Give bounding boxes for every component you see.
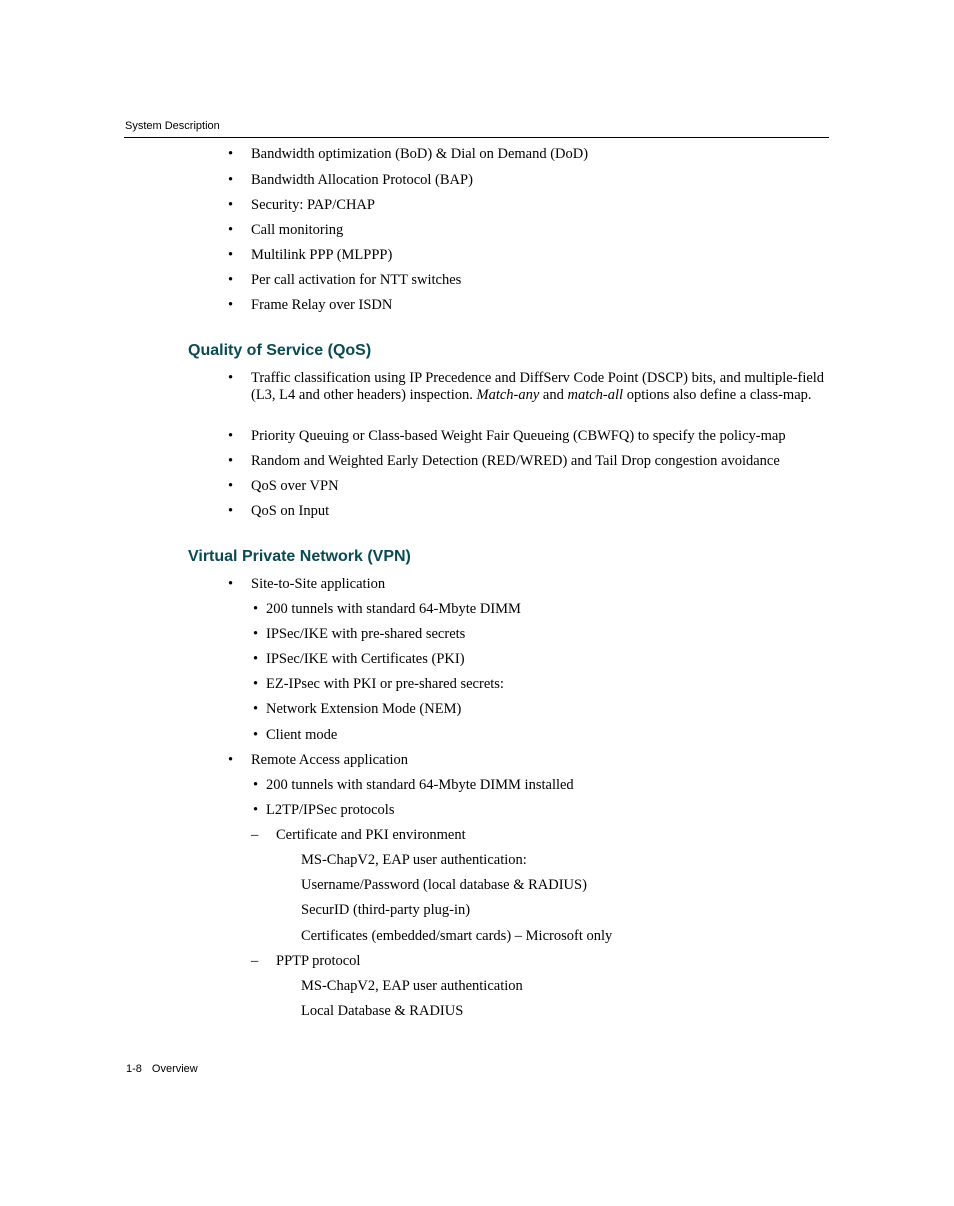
sub-list-item: IPSec/IKE with pre-shared secrets — [266, 626, 466, 642]
nested-list-item: Local Database & RADIUS — [301, 1003, 464, 1019]
bullet-marker: • — [228, 197, 234, 213]
emphasis-term: Match-any — [476, 386, 540, 403]
sub-list-item: 200 tunnels with standard 64-Mbyte DIMM — [266, 601, 521, 617]
item-text: options also define a class-map. — [623, 386, 812, 403]
bullet-marker: • — [228, 428, 234, 444]
sub-bullet-marker: • — [253, 676, 259, 692]
bullet-marker: • — [228, 576, 234, 592]
list-item: Frame Relay over ISDN — [251, 297, 393, 313]
chapter-name: Overview — [151, 1063, 198, 1075]
header-rule — [124, 137, 829, 138]
emphasis-term: match-all — [567, 386, 624, 403]
nested-list-item: MS-ChapV2, EAP user authentication: — [301, 852, 527, 868]
sub-bullet-marker: • — [253, 651, 259, 667]
dash-marker: – — [251, 827, 259, 843]
sub-list-item-pptp: PPTP protocol — [276, 953, 361, 969]
running-header: System Description — [125, 120, 220, 132]
list-item: Bandwidth optimization (BoD) & Dial on Demand (DoD) — [251, 146, 589, 162]
list-item: Multilink PPP (MLPPP) — [251, 247, 393, 263]
dash-marker: – — [251, 953, 259, 969]
sub-bullet-marker: • — [253, 802, 259, 818]
sub-bullet-marker: • — [253, 777, 259, 793]
page-number: 1-8 — [126, 1063, 142, 1075]
list-item-site-to-site: Site-to-Site application — [251, 576, 386, 592]
list-item: Priority Queuing or Class-based Weight Fair Queueing (CBWFQ) to specify the policy-map — [251, 428, 786, 444]
bullet-marker: • — [228, 478, 234, 494]
sub-bullet-marker: • — [253, 601, 259, 617]
sub-list-item: L2TP/IPSec protocols — [266, 802, 395, 818]
list-item — [251, 370, 831, 403]
list-item: Random and Weighted Early Detection (RED/WRED) and Tail Drop congestion avoidance — [251, 453, 780, 469]
list-item: Call monitoring — [251, 222, 344, 238]
page-footer — [126, 1063, 198, 1075]
bullet-marker: • — [228, 172, 234, 188]
bullet-marker: • — [228, 503, 234, 519]
nested-list-item: Username/Password (local database & RADIUS) — [301, 877, 587, 893]
sub-bullet-marker: • — [253, 701, 259, 717]
list-item: QoS over VPN — [251, 478, 339, 494]
bullet-marker: • — [228, 146, 234, 162]
sub-list-item-cert-env: Certificate and PKI environment — [276, 827, 466, 843]
bullet-marker: • — [228, 297, 234, 313]
item-text: Traffic classification using IP Precedence and DiffServ Code Point (DSCP) bits, and multiple-field (L3, L4 and other headers) inspection. — [251, 370, 825, 403]
sub-list-item: 200 tunnels with standard 64-Mbyte DIMM installed — [266, 777, 574, 793]
list-item: Security: PAP/CHAP — [251, 197, 375, 213]
sub-list-item: Client mode — [266, 727, 338, 743]
bullet-marker: • — [228, 222, 234, 238]
sub-bullet-marker: • — [253, 626, 259, 642]
sub-bullet-marker: • — [253, 727, 259, 743]
list-item: Per call activation for NTT switches — [251, 272, 462, 288]
section-heading-vpn: Virtual Private Network (VPN) — [188, 548, 411, 565]
nested-list-item: Certificates (embedded/smart cards) – Microsoft only — [301, 928, 613, 944]
bullet-marker: • — [228, 453, 234, 469]
bullet-marker: • — [228, 247, 234, 263]
section-heading-qos: Quality of Service (QoS) — [188, 342, 372, 359]
list-item: QoS on Input — [251, 503, 330, 519]
sub-list-item: EZ-IPsec with PKI or pre-shared secrets: — [266, 676, 504, 692]
bullet-marker: • — [228, 272, 234, 288]
nested-list-item: SecurID (third-party plug-in) — [301, 902, 471, 918]
sub-list-item: IPSec/IKE with Certificates (PKI) — [266, 651, 465, 667]
list-item-remote-access: Remote Access application — [251, 752, 409, 768]
bullet-marker: • — [228, 752, 234, 768]
item-text: and — [539, 386, 568, 403]
nested-list-item: MS-ChapV2, EAP user authentication — [301, 978, 523, 994]
list-item: Bandwidth Allocation Protocol (BAP) — [251, 172, 473, 188]
sub-list-item: Network Extension Mode (NEM) — [266, 701, 462, 717]
bullet-marker: • — [228, 370, 234, 386]
